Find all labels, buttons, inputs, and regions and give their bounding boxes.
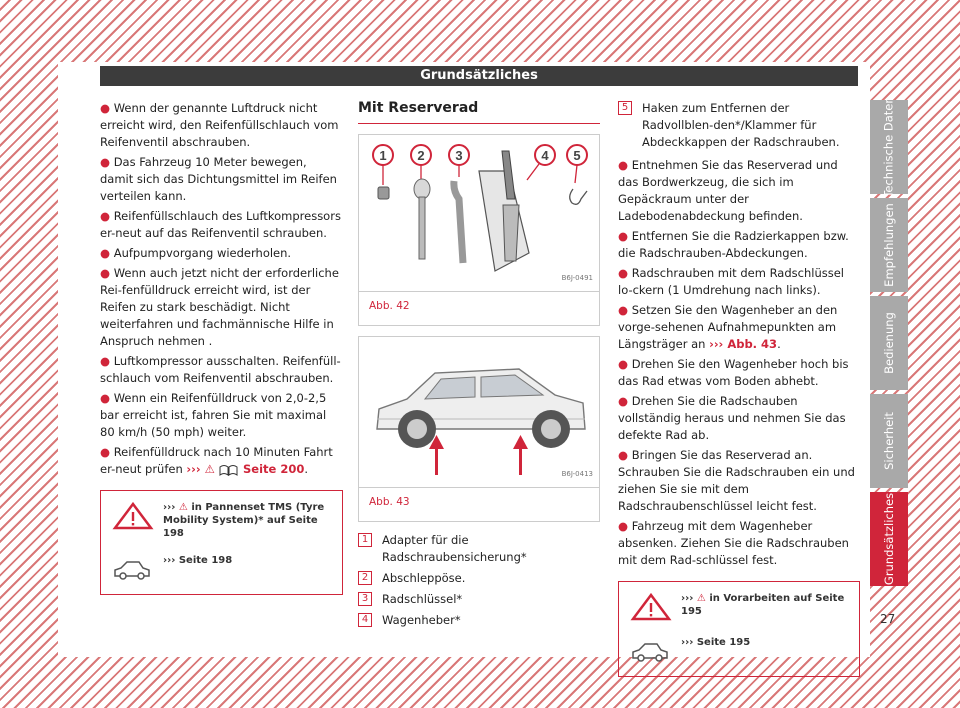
figure-number-label: 3 bbox=[455, 148, 463, 163]
warning-reference[interactable]: ››› ⚠ in Vorarbeiten auf Seite 195 bbox=[629, 592, 849, 622]
list-item: ● Wenn ein Reifenfülldruck von 2,0-2,5 bar erreicht ist, fahren Sie mit maximal 80 km/h (50 mph) weiter. bbox=[100, 391, 327, 439]
warning-triangle-icon bbox=[629, 592, 673, 622]
list-item: ● Wenn der genannte Luftdruck nicht erreicht wird, den Reifenfüllschlauch vom Reifenventil abschrauben. bbox=[100, 101, 339, 149]
car-note-icon bbox=[629, 636, 673, 666]
column-middle bbox=[358, 100, 600, 633]
list-item: ● Entfernen Sie die Radzierkappen bzw. die Radschrauben-Abdeckungen. bbox=[618, 229, 849, 260]
warning-triangle-icon bbox=[111, 501, 155, 531]
tab-bedienung[interactable]: Bedienung bbox=[870, 296, 908, 390]
numbered-list bbox=[358, 532, 600, 629]
car-illustration: B6J-0413 bbox=[359, 337, 599, 487]
figure-number-label: 2 bbox=[417, 148, 425, 163]
warning-box bbox=[100, 490, 343, 595]
list-item: 3 Radschlüssel* bbox=[358, 591, 600, 608]
section-heading: Mit Reserverad bbox=[358, 100, 600, 124]
page-header: Grundsätzliches bbox=[100, 66, 858, 86]
figure-number-label: 1 bbox=[379, 148, 387, 163]
note-reference[interactable]: ››› Seite 198 bbox=[111, 554, 332, 584]
list-item: ● Fahrzeug mit dem Wagenheber absenken. Ziehen Sie die Radschrauben mit dem Rad-schlüssel fest. bbox=[618, 519, 849, 567]
list-item: ● Reifenfüllschlauch des Luftkompressors er-neut auf das Reifenventil schrauben. bbox=[100, 209, 341, 240]
list-item: 1 Adapter für die Radschraubensicherung* bbox=[358, 532, 600, 566]
tab-empfehlungen[interactable]: Empfehlungen bbox=[870, 198, 908, 292]
numbered-list bbox=[618, 100, 860, 151]
figure-caption: Abb. 42 bbox=[359, 291, 599, 325]
list-item: 2 Abschleppöse. bbox=[358, 570, 600, 587]
column-left bbox=[100, 100, 343, 595]
list-item: ● Reifenfülldruck nach 10 Minuten Fahrt er-neut prüfen ››› ⚠ Seite 200. bbox=[100, 445, 333, 476]
list-item: ● Bringen Sie das Reserverad an. Schrauben Sie die Radschrauben ein und ziehen Sie sie mit dem Radschraubenschlüssel leicht fest. bbox=[618, 448, 855, 513]
seite-200-link[interactable]: ››› ⚠ Seite 200 bbox=[186, 462, 305, 476]
list-item: ● Das Fahrzeug 10 Meter bewegen, damit sich das Dichtungsmittel im Reifen verteilen kann. bbox=[100, 155, 337, 203]
car-note-icon bbox=[111, 554, 155, 584]
note-reference[interactable]: ››› Seite 195 bbox=[629, 636, 849, 666]
figure-car bbox=[358, 336, 600, 522]
book-icon bbox=[219, 464, 239, 476]
list-item: ● Luftkompressor ausschalten. Reifenfüll-schlauch vom Reifenventil abschrauben. bbox=[100, 354, 341, 385]
list-item: 4 Wagenheber* bbox=[358, 612, 600, 629]
list-item: ● Drehen Sie die Radschauben vollständig heraus und nehmen Sie das defekte Rad ab. bbox=[618, 394, 846, 442]
side-tabs bbox=[870, 96, 908, 590]
abb-43-link[interactable]: ››› Abb. 43 bbox=[709, 337, 778, 351]
list-item: ● Entnehmen Sie das Reserverad und das Bordwerkzeug, die sich im Gepäckraum unter der Ladebodenabdeckung befinden. bbox=[618, 158, 838, 223]
page-number: 27 bbox=[880, 612, 896, 626]
list-item: ● Setzen Sie den Wagenheber an den vorge-sehenen Aufnahmepunkten am Längsträger an ››› Abb. 43. bbox=[618, 303, 838, 351]
tab-technische-daten[interactable]: Technische Daten bbox=[870, 100, 908, 194]
tab-sicherheit[interactable]: Sicherheit bbox=[870, 394, 908, 488]
tab-grundsaetzliches[interactable]: Grundsätzliches bbox=[870, 492, 908, 586]
figure-tools bbox=[358, 134, 600, 326]
warning-icon: ⚠ bbox=[204, 462, 215, 476]
warning-box bbox=[618, 581, 860, 677]
figure-caption: Abb. 43 bbox=[359, 487, 599, 521]
column-right bbox=[618, 100, 860, 677]
list-item: ● Drehen Sie den Wagenheber hoch bis das Rad etwas vom Boden abhebt. bbox=[618, 357, 849, 388]
tools-illustration: 1 2 3 4 5 B6J-0491 bbox=[359, 135, 599, 291]
list-item: 5 Haken zum Entfernen der Radvollblen-den*/Klammer für Abdeckkappen der Radschrauben. bbox=[618, 100, 860, 151]
list-item: ● Radschrauben mit dem Radschlüssel lo-ckern (1 Umdrehung nach links). bbox=[618, 266, 844, 297]
list-item: ● Wenn auch jetzt nicht der erforderliche Rei-fenfülldruck erreicht wird, ist der Reifen zu stark beschädigt. Nicht weiterfahren und fachmännische Hilfe in Anspruch nehmen . bbox=[100, 266, 339, 348]
warning-reference[interactable]: ››› ⚠ in Pannenset TMS (Tyre Mobility System)* auf Seite 198 bbox=[111, 501, 332, 540]
figure-number-label: 4 bbox=[541, 148, 549, 163]
figure-number-label: 5 bbox=[573, 148, 581, 163]
list-item: ● Aufpumpvorgang wiederholen. bbox=[100, 246, 292, 260]
